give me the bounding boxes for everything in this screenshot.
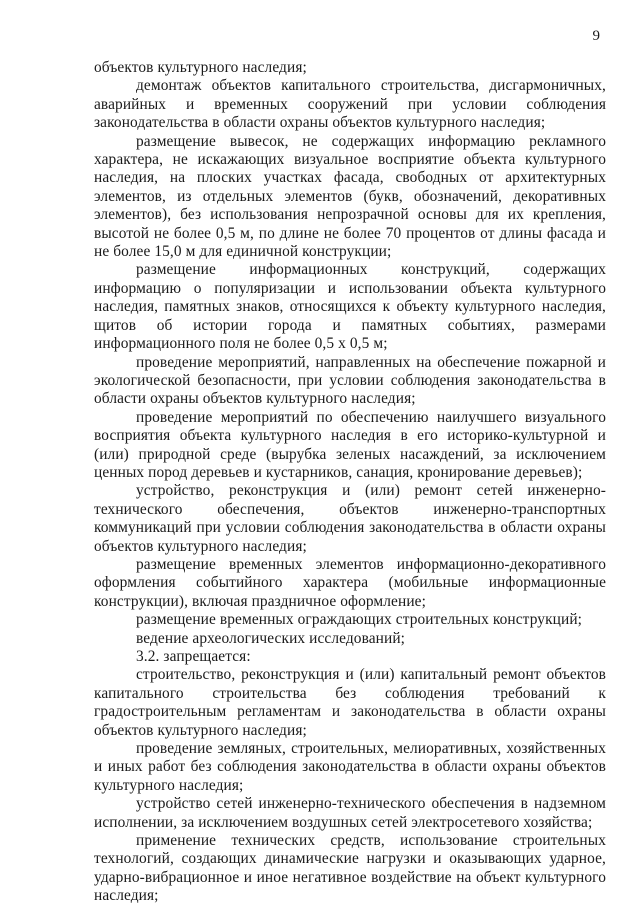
body-text [94,59,606,906]
paragraph: ведение археологических исследований; [136,629,406,647]
paragraph: демонтаж объектов капитального строительства, дисгармоничных, аварийных и временных сооружений при условии соблюдения законодательства в области охраны объектов культурного наследия; [94,77,606,132]
paragraph: строительство, реконструкция и (или) капитальный ремонт объектов капитального строительства без соблюдения требований к градостроительным регламентам и законодательства в области охраны объектов культурного наследия; [94,666,606,739]
paragraph: устройство, реконструкция и (или) ремонт сетей инженерно-технического обеспечения, объектов инженерно-транспортных коммуникаций при условии соблюдения законодательства в области охраны объектов культурного наследия; [94,482,606,555]
paragraph: проведение мероприятий, направленных на обеспечение пожарной и экологической безопасности, при условии соблюдения законодательства в области охраны объектов культурного наследия; [94,353,606,408]
paragraph: размещение информационных конструкций, содержащих информацию о популяризации и использовании объекта культурного наследия, памятных знаков, относящихся к объекту культурного наследия, щитов об истории города и памятных событиях, размерами информационного поля не более 0,5 х 0,5 м; [94,261,606,353]
paragraph: размещение временных ограждающих строительных конструкций; [136,611,583,629]
paragraph: объектов культурного наследия; [94,59,307,76]
paragraph: размещение вывесок, не содержащих информацию рекламного характера, не искажающих визуальное восприятие объекта культурного наследия, на плоских участках фасада, свободных от архитектурных элементов, из отдельных элементов (букв, обозначений, декоративных элементов), без использования непрозрачной основы для их крепления, высотой не более 0,5 м, по длине не более 70 процентов от длины фасада и не более 15,0 м для единичной конструкции; [94,132,606,261]
page-number: 9 [592,28,600,44]
paragraph: проведение земляных, строительных, мелиоративных, хозяйственных и иных работ без соблюдения законодательства в области охраны объектов культурного наследия; [94,740,606,794]
paragraph: устройство сетей инженерно-технического обеспечения в надземном исполнении, за исключением воздушных сетей электросетевого хозяйства; [94,795,606,831]
paragraph: применение технических средств, использование строительных технологий, создающих динамические нагрузки и оказывающих ударное, ударно-вибрационное и иное негативное воздействие на объект культурного наследия; [94,832,606,905]
paragraph: размещение временных элементов информационно-декоративного оформления событийного характера (мобильные информационные конструкции), включая праздничное оформление; [94,555,606,610]
section-heading: 3.2. запрещается: [136,648,251,665]
paragraph: проведение мероприятий по обеспечению наилучшего визуального восприятия объекта культурного наследия в его историко-культурной и (или) природной среде (вырубка зеленых насаждений, за исключением ценных пород деревьев и кустарников, санация, кронирование деревьев); [94,408,606,481]
